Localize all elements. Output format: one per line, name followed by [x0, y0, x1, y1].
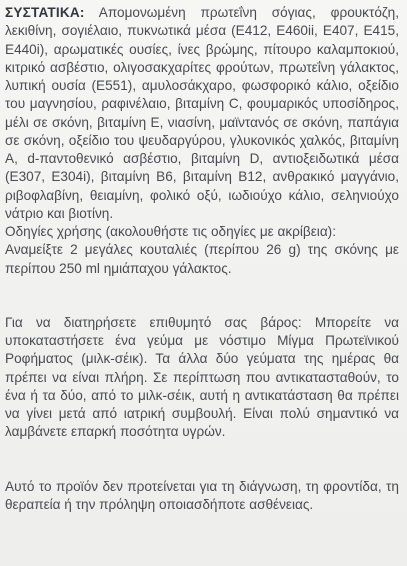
spacer	[5, 278, 399, 314]
ingredients-list: Απομονωμένη πρωτεΐνη σόγιας, φρουκτόζη, λεκιθίνη, σογιέλαιο, πυκνωτικά μέσα (E412, E460ii, E407, E415, E440i), αρωματικές ουσίες, ίνες βρώμης, πίτουρο καλαμποκιού, κιτρικό ασβέστιο, ολιγοσακχαρίτες φρούτων, πρωτεΐνη γάλακτος, λυπική ουσία (E551), αμυλοσάκχαρο, φωσφορικό κάλιο, οξείδιο του μαγνησίου, ραφινέλαιο, βιταμίνη C, φουμαρικός υποσίδηρος, μέλι σε σκόνη, βιταμίνη Ε, νιασίνη, μαϊντανός σε σκόνη, παπάγια σε σκόνη, οξείδιο του ψευδαργύρου, γλυκονικός χαλκός, βιταμίνη Α, d-παντοθενικό ασβέστιο, βιταμίνη D, αντιοξειδωτικά μέσα (E307, E304i), βιταμίνη Β6, βιταμίνη Β12, ανθρακικό μαγγάνιο, ριβοφλαβίνη, θειαμίνη, φολικό οξύ, ιωδιούχο κάλιο, σεληνιούχο νάτριο και βιοτίνη.	[5, 5, 399, 221]
usage-instructions-text: Αναμείξτε 2 μεγάλες κουταλιές (περίπου 26 g) της σκόνης με περίπου 250 ml ημιάπαχου γάλακτος.	[5, 242, 399, 276]
spacer	[5, 442, 399, 478]
product-label-text	[5, 4, 399, 514]
usage-instructions-title: Οδηγίες χρήσης (ακολουθήστε τις οδηγίες με ακρίβεια):	[5, 224, 336, 239]
disclaimer-paragraph: Αυτό το προϊόν δεν προτείνεται για τη διάγνωση, τη φροντίδα, τη θεραπεία ή την πρόληψη οποιασδήποτε ασθένειας.	[5, 478, 399, 512]
weight-maintenance-paragraph: Για να διατηρήσετε επιθυμητό σας βάρος: Μπορείτε να υποκαταστήσετε ένα γεύμα με νόστιμο Μίγμα Πρωτεϊνικού Ροφήματος (μιλκ-σέικ). Τα άλλα δύο γεύματα της ημέρας θα πρέπει να είναι πλήρη. Σε περίπτωση που αντικατασταθούν, το ένα ή τα δύο, από το μιλκ-σέικ, αυτή η αντικατάσταση θα πρέπει να γίνει μετά από ιατρική συμβουλή. Είναι πολύ σημαντικό να λαμβάνετε επαρκή ποσότητα υγρών.	[5, 314, 399, 440]
ingredients-paragraph	[5, 4, 399, 223]
ingredients-heading: ΣΥΣΤΑΤΙΚΑ:	[5, 5, 85, 20]
